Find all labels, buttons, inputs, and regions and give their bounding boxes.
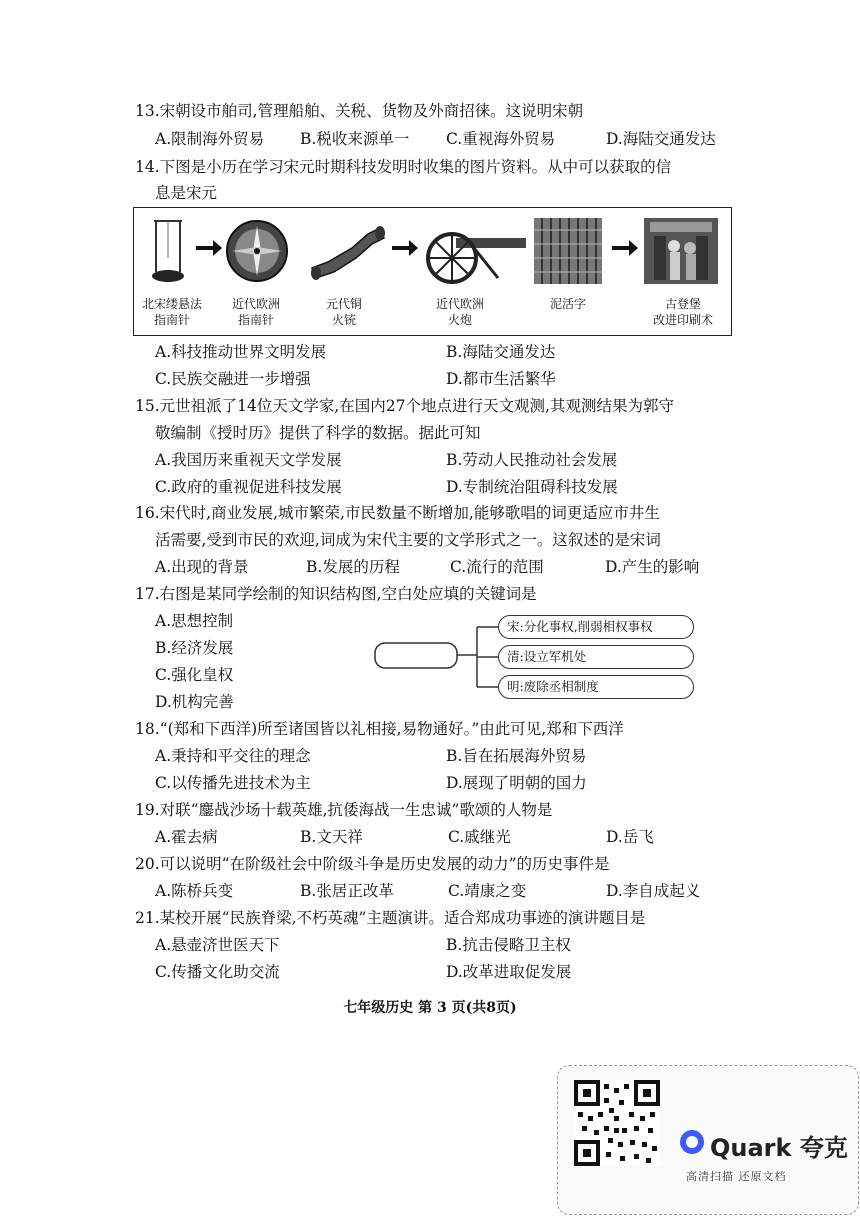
q16-option-d: D.产生的影响 xyxy=(605,558,700,576)
q14-stem-line1: 14.下图是小历在学习宋元时期科技发明时收集的图片资料。从中可以获取的信 xyxy=(135,158,672,176)
q17-option-c: C.强化皇权 xyxy=(155,666,234,684)
bronze-gun-image xyxy=(308,218,386,284)
knowledge-structure-diagram xyxy=(372,610,702,702)
page-footer: 七年级历史 第 3 页(共8页) xyxy=(343,1000,517,1016)
q21-option-b: B.抗击侵略卫主权 xyxy=(446,936,571,954)
q18-stem: 18.“(郑和下西洋)所至诸国皆以礼相接,易物通好。”由此可见,郑和下西洋 xyxy=(135,720,624,738)
caption-printing-press: 古登堡 改进印刷术 xyxy=(652,297,713,327)
q16-option-c: C.流行的范围 xyxy=(450,558,544,576)
q20-option-c: C.靖康之变 xyxy=(448,882,527,900)
q14-option-a: A.科技推动世界文明发展 xyxy=(155,343,327,361)
caption-cannon: 近代欧洲 火炮 xyxy=(435,297,484,327)
quark-scan-badge xyxy=(557,1065,859,1215)
q19-option-b: B.文天祥 xyxy=(300,828,363,846)
q18-option-a: A.秉持和平交往的理念 xyxy=(155,747,311,765)
q21-option-c: C.传播文化助交流 xyxy=(155,963,280,981)
q13-option-d: D.海陆交通发达 xyxy=(606,130,716,148)
q14-image-strip xyxy=(133,207,732,336)
q17-option-d: D.机构完善 xyxy=(155,693,234,711)
quark-slogan: 高清扫描 还原文档 xyxy=(686,1170,787,1183)
caption-bronze-gun: 元代铜 火铳 xyxy=(325,297,362,327)
q18-option-c: C.以传播先进技术为主 xyxy=(155,774,311,792)
quark-brand: Quark 夸克 xyxy=(710,1134,848,1162)
compass-image xyxy=(224,218,290,284)
q21-option-d: D.改革进取促发展 xyxy=(446,963,572,981)
arrow-icon xyxy=(196,246,214,250)
q20-option-b: B.张居正改革 xyxy=(300,882,394,900)
q16-stem-line1: 16.宋代时,商业发展,城市繁荣,市民数量不断增加,能够歌唱的词更适应市井生 xyxy=(135,504,660,522)
printing-press-image xyxy=(644,218,718,284)
q21-option-a: A.悬壶济世医天下 xyxy=(155,936,280,954)
q17-option-a: A.思想控制 xyxy=(155,612,234,630)
q13-option-c: C.重视海外贸易 xyxy=(446,130,556,148)
diagram-ming-box: 明:废除丞相制度 xyxy=(498,675,694,699)
arrow-icon xyxy=(612,246,630,250)
q14-option-d: D.都市生活繁华 xyxy=(446,370,556,388)
q14-option-b: B.海陆交通发达 xyxy=(446,343,556,361)
qr-code-icon xyxy=(574,1080,660,1166)
q19-option-c: C.戚继光 xyxy=(448,828,511,846)
q19-option-a: A.霍去病 xyxy=(155,828,218,846)
q15-option-b: B.劳动人民推动社会发展 xyxy=(446,451,618,469)
q17-stem: 17.右图是某同学绘制的知识结构图,空白处应填的关键词是 xyxy=(135,585,537,603)
q18-option-b: B.旨在拓展海外贸易 xyxy=(446,747,587,765)
movable-type-image xyxy=(534,218,602,284)
q20-stem: 20.可以说明“在阶级社会中阶级斗争是历史发展的动力”的历史事件是 xyxy=(135,855,610,873)
q14-stem-line2: 息是宋元 xyxy=(155,184,218,202)
q15-option-c: C.政府的重视促进科技发展 xyxy=(155,478,342,496)
diagram-song-box: 宋:分化事权,削弱相权事权 xyxy=(498,615,694,639)
q13-option-b: B.税收来源单一 xyxy=(300,130,410,148)
caption-movable-type: 泥活字 xyxy=(549,297,586,311)
q16-option-b: B.发展的历程 xyxy=(306,558,400,576)
quark-logo-icon xyxy=(680,1130,704,1154)
q14-option-c: C.民族交融进一步增强 xyxy=(155,370,311,388)
q13-option-a: A.限制海外贸易 xyxy=(155,130,265,148)
q18-option-d: D.展现了明朝的国力 xyxy=(446,774,587,792)
q20-option-d: D.李自成起义 xyxy=(606,882,701,900)
q15-stem-line1: 15.元世祖派了14位天文学家,在国内27个地点进行天文观测,其观测结果为郭守 xyxy=(135,397,674,415)
q19-option-d: D.岳飞 xyxy=(606,828,654,846)
cannon-image xyxy=(418,218,530,284)
suspended-compass-image xyxy=(148,218,188,284)
diagram-qing-box: 清:设立军机处 xyxy=(498,645,694,669)
caption-suspended-compass: 北宋缕悬法 指南针 xyxy=(141,297,202,327)
arrow-icon xyxy=(392,246,410,250)
q16-stem-line2: 活需要,受到市民的欢迎,词成为宋代主要的文学形式之一。这叙述的是宋词 xyxy=(155,531,661,549)
caption-european-compass: 近代欧洲 指南针 xyxy=(231,297,280,327)
q20-option-a: A.陈桥兵变 xyxy=(155,882,234,900)
q15-option-a: A.我国历来重视天文学发展 xyxy=(155,451,342,469)
q13-stem: 13.宋朝设市舶司,管理船舶、关税、货物及外商招徕。这说明宋朝 xyxy=(135,102,584,120)
q21-stem: 21.某校开展“民族脊梁,不朽英魂”主题演讲。适合郑成功事迹的演讲题目是 xyxy=(135,909,646,927)
q19-stem: 19.对联“鏖战沙场十载英雄,抗倭海战一生忠诚”歌颂的人物是 xyxy=(135,801,553,819)
q15-option-d: D.专制统治阻碍科技发展 xyxy=(446,478,618,496)
q16-option-a: A.出现的背景 xyxy=(155,558,249,576)
q17-option-b: B.经济发展 xyxy=(155,639,234,657)
q15-stem-line2: 敬编制《授时历》提供了科学的数据。据此可知 xyxy=(155,424,481,442)
